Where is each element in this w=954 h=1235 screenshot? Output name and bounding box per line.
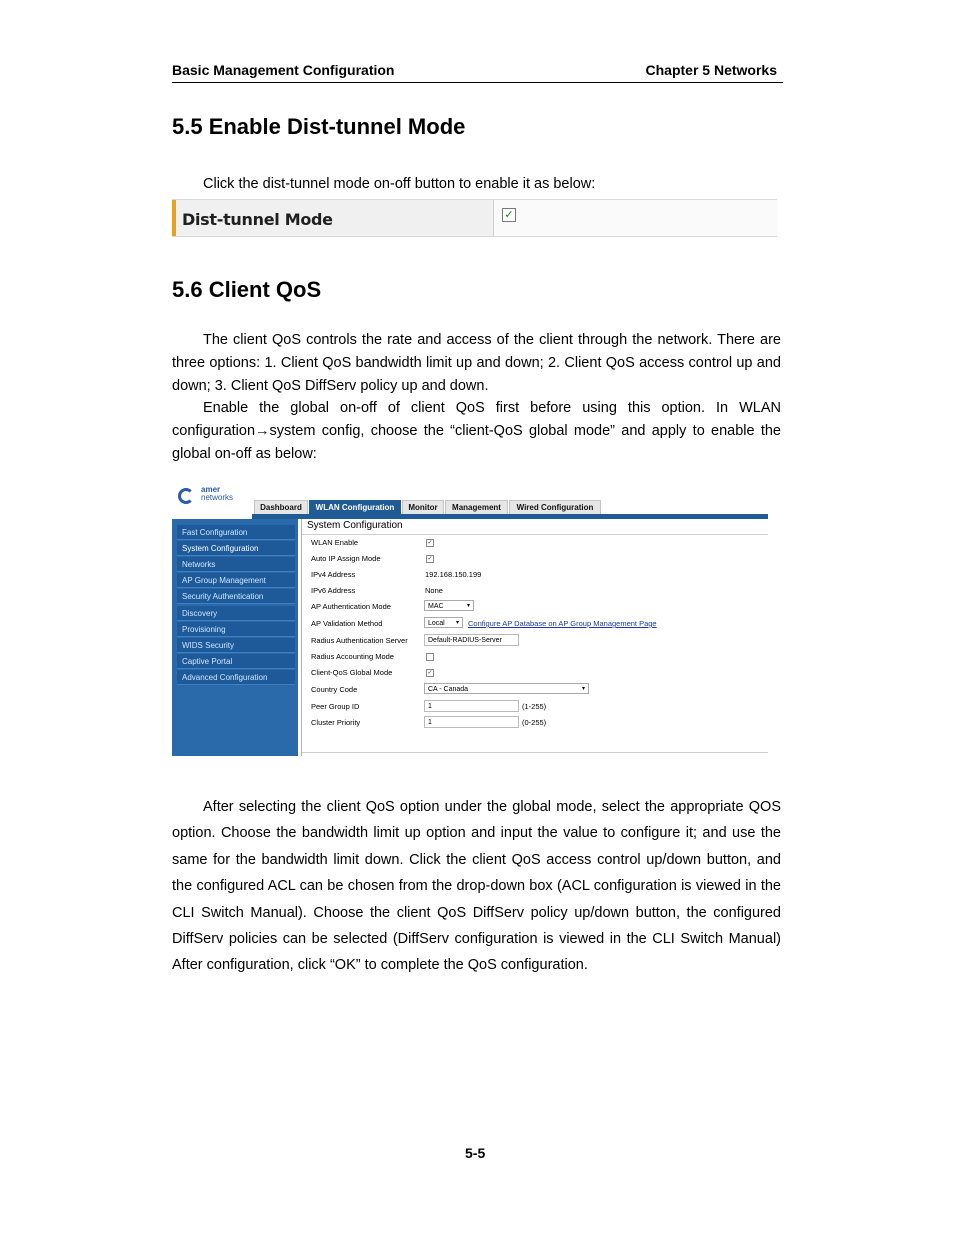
logo-text-1: amer — [201, 485, 221, 494]
system-configuration-screenshot — [172, 482, 768, 756]
sidebar-item-networks[interactable]: Networks — [177, 557, 295, 572]
ipv6-address-label: IPv6 Address — [311, 586, 356, 595]
sidebar-item-system-configuration[interactable]: System Configuration — [177, 541, 295, 556]
sidebar-item-provisioning[interactable]: Provisioning — [177, 622, 295, 637]
sidebar-item-captive-portal[interactable]: Captive Portal — [177, 654, 295, 669]
amer-networks-logo-icon — [178, 488, 194, 504]
peer-group-id-range: (1-255) — [522, 702, 547, 711]
cluster-priority-range: (0-255) — [522, 718, 547, 727]
auto-ip-assign-mode-checkbox[interactable]: ✓ — [427, 556, 433, 562]
country-code-select[interactable] — [424, 683, 589, 694]
sidebar-item-security-authentication[interactable]: Security Authentication — [177, 589, 295, 604]
ap-authentication-mode-value: MAC — [428, 603, 444, 610]
bar-value-cell — [494, 200, 777, 236]
header-rule — [172, 82, 783, 83]
client-qos-global-mode-label: Client-QoS Global Mode — [311, 668, 393, 677]
content-bottom-rule — [302, 752, 768, 753]
tab-wired-configuration[interactable]: Wired Configuration — [509, 500, 601, 514]
dist-tunnel-mode-label: Dist-tunnel Mode — [182, 210, 333, 229]
wlan-enable-label: WLAN Enable — [311, 538, 359, 547]
cluster-priority-field[interactable]: 1 — [424, 716, 519, 728]
chevron-down-icon: ▾ — [466, 603, 470, 609]
sidebar-item-discovery[interactable]: Discovery — [177, 606, 295, 621]
client-qos-global-mode-checkbox[interactable]: ✓ — [427, 670, 433, 676]
content-border — [301, 519, 302, 756]
radius-accounting-mode-checkbox[interactable] — [426, 653, 434, 661]
peer-group-id-label: Peer Group ID — [311, 702, 360, 711]
sidebar-item-fast-configuration[interactable]: Fast Configuration — [177, 525, 295, 540]
chevron-down-icon: ▾ — [455, 620, 459, 626]
ipv6-address-value: None — [425, 586, 443, 595]
client-qos-paragraph-2: Enable the global on-off of client QoS first before using this option. In WLAN configuration→system config, choose the “client-QoS global mode” and apply to enable the global on-off as below: — [172, 400, 781, 462]
nav-bar — [252, 514, 768, 519]
sidebar — [172, 519, 298, 756]
sidebar-item-advanced-configuration[interactable]: Advanced Configuration — [177, 670, 295, 685]
radius-accounting-mode-label: Radius Accounting Mode — [311, 652, 394, 661]
radius-authentication-server-field[interactable]: Default-RADIUS-Server — [424, 634, 519, 646]
section-5-6-heading: 5.6 Client QoS — [172, 277, 322, 302]
tab-dashboard[interactable]: Dashboard — [254, 500, 308, 514]
configure-ap-database-link[interactable]: Configure AP Database on AP Group Management Page — [468, 619, 657, 628]
ap-validation-method-label: AP Validation Method — [311, 619, 383, 628]
wlan-enable-checkbox[interactable]: ✓ — [427, 540, 433, 546]
bar-accent — [172, 200, 176, 236]
sidebar-item-ap-group-management[interactable]: AP Group Management — [177, 573, 295, 588]
panel-title-rule — [302, 534, 768, 535]
auto-ip-assign-mode-label: Auto IP Assign Mode — [311, 554, 381, 563]
radius-authentication-server-label: Radius Authentication Server — [311, 636, 408, 645]
page-number: 5-5 — [465, 1145, 486, 1161]
tab-management[interactable]: Management — [445, 500, 508, 514]
tab-monitor[interactable]: Monitor — [402, 500, 444, 514]
ap-validation-method-select[interactable] — [424, 617, 463, 628]
section-5-5-heading: 5.5 Enable Dist-tunnel Mode — [172, 114, 466, 139]
country-code-value: CA - Canada — [428, 686, 469, 693]
header-right: Chapter 5 Networks — [645, 62, 777, 78]
header-left: Basic Management Configuration — [172, 62, 395, 78]
ipv4-address-value: 192.168.150.199 — [425, 570, 482, 579]
ap-validation-method-value: Local — [428, 620, 445, 627]
tab-wlan-configuration[interactable]: WLAN Configuration — [309, 500, 401, 514]
dist-tunnel-mode-bar — [172, 199, 777, 237]
chevron-down-icon: ▾ — [581, 686, 585, 692]
country-code-label: Country Code — [311, 685, 358, 694]
cluster-priority-label: Cluster Priority — [311, 718, 361, 727]
client-qos-paragraph-3: After selecting the client QoS option under the global mode, select the appropriate QOS option. Choose the bandwidth limit up option and input the value to configure it; and use the same for the bandwidth limit down. Click the client QoS access control up/down button, and the configured ACL can be chosen from the drop-down box (ACL configuration is viewed in the CLI Switch Manual). Choose the client QoS DiffServ policy up/down button, the configured DiffServ policies can be selected (DiffServ configuration is viewed in the CLI Switch Manual) After configuration, click “OK” to complete the QoS configuration. — [172, 799, 781, 974]
panel-title: System Configuration — [307, 520, 403, 531]
ap-authentication-mode-label: AP Authentication Mode — [311, 602, 391, 611]
logo-text-2: networks — [201, 493, 234, 502]
ipv4-address-label: IPv4 Address — [311, 570, 356, 579]
peer-group-id-field[interactable]: 1 — [424, 700, 519, 712]
ap-authentication-mode-select[interactable] — [424, 600, 474, 611]
section-5-5-intro: Click the dist-tunnel mode on-off button to enable it as below: — [203, 176, 596, 192]
dist-tunnel-mode-checkbox[interactable]: ✓ — [502, 208, 516, 222]
client-qos-paragraph-1: The client QoS controls the rate and access of the client through the network. There are three options: 1. Client QoS bandwidth limit up and down; 2. Client QoS access control up and down; 3. Client QoS DiffServ policy up and down. — [172, 332, 781, 394]
sidebar-item-wids-security[interactable]: WIDS Security — [177, 638, 295, 653]
